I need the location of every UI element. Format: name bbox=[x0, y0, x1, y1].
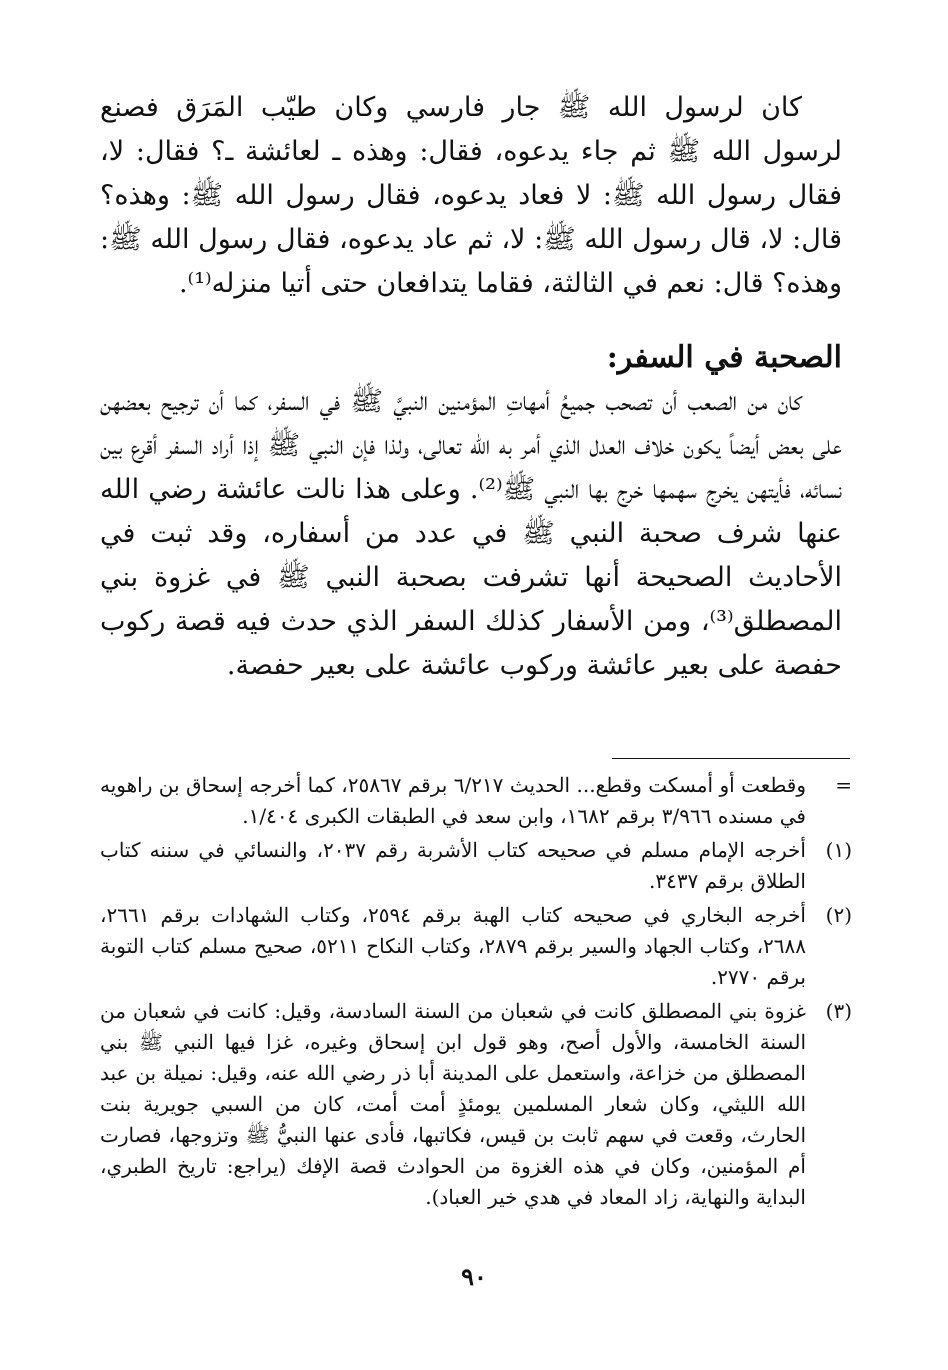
footnote-mark: = bbox=[835, 773, 852, 797]
footnote-text: غزوة بني المصطلق كانت في شعبان من السنة السادسة، وقيل: كانت في شعبان من السنة الخامسة، والأول أصح، وهو قول ابن إسحاق وغيره، غزا فيها النبي ﷺ بني المصطلق من خزاعة، واستعمل على المدينة أبا ذر رضي الله عنه، وقيل: نميلة بن عبد الله الليثي، وكان شعار المسلمين يومئذٍ أمت أمت، كان من السبي جويرية بنت الحارث، وقعت في سهم ثابت بن قيس، فكاتبها، فأدى عنها النبيُّ ﷺ وتزوجها، فصارت أم المؤمنين، وكان في هذه الغزوة من الحوادث قصة الإفك (يراجع: تاريخ الطبري، البداية والنهاية، زاد المعاد في هدي خير العباد). bbox=[100, 999, 806, 1209]
footnote-text: أخرجه البخاري في صحيحه كتاب الهبة برقم ٢٥٩٤، وكتاب الشهادات برقم ٢٦٦١، ٢٦٨٨، وكتاب الجهاد والسير برقم ٢٨٧٩، وكتاب النكاح ٥٢١١، صحيح مسلم كتاب التوبة برقم ٢٧٧٠. bbox=[100, 903, 806, 989]
footnote-text: أخرجه الإمام مسلم في صحيحه كتاب الأشربة رقم ٢٠٣٧، والنسائي في سننه كتاب الطلاق برقم ٣٤٣٧. bbox=[100, 838, 806, 893]
paragraph-travel-companionship: كان من الصعب أن تصحب جميعُ أمهاتِ المؤمنين النبيَّ ﷺ في السفر، كما أن ترجيح بعضهن على بعض أيضاً يكون خلاف العدل الذي أمر به الله تعالى، ولذا فإن النبي ﷺ إذا أراد السفر أقرع بين نسائه، فأيتهن يخرج سهمها خرج بها النبي ﷺ⁽²⁾. وعلى هذا نالت عائشة رضي الله عنها شرف صحبة النبي ﷺ في عدد من أسفاره، وقد ثبت في الأحاديث الصحيحة أنها تشرفت بصحبة النبي ﷺ في غزوة بني المصطلق⁽³⁾، ومن الأسفار كذلك السفر الذي حدث فيه قصة ركوب حفصة على بعير عائشة وركوب عائشة على بعير حفصة. bbox=[100, 386, 843, 681]
footnotes-section bbox=[100, 770, 852, 1216]
footnote-continued bbox=[100, 770, 852, 832]
footnote-text: وقطعت أو أمسكت وقطع... الحديث ٦/٢١٧ برقم ٢٥٨٦٧، كما أخرجه إسحاق بن راهويه في مسنده ٣/٩٦٦ برقم ١٦٨٢، وابن سعد في الطبقات الكبرى ١/٤٠٤. bbox=[100, 773, 806, 828]
page-number: ٩٠ bbox=[461, 1262, 487, 1291]
section-heading: الصحبة في السفر: bbox=[606, 340, 842, 375]
footnote-divider bbox=[612, 758, 850, 759]
main-text-block-2 bbox=[100, 380, 842, 688]
footnote-mark: (١) bbox=[825, 838, 852, 862]
footnote-mark: (٢) bbox=[825, 903, 852, 927]
main-text-block-1 bbox=[100, 86, 842, 306]
footnote-2 bbox=[100, 900, 852, 993]
paragraph-persian-neighbor: كان لرسول الله ﷺ جار فارسي وكان طيّب المَرَق فصنع لرسول الله ﷺ ثم جاء يدعوه، فقال: وهذه ـ لعائشة ـ؟ فقال: لا، فقال رسول الله ﷺ: لا فعاد يدعوه، فقال رسول الله ﷺ: وهذه؟ قال: لا، قال رسول الله ﷺ: لا، ثم عاد يدعوه، فقال رسول الله ﷺ: وهذه؟ قال: نعم في الثالثة، فقاما يتدافعان حتى أتيا منزله⁽¹⁾. bbox=[100, 92, 842, 299]
footnote-3 bbox=[100, 996, 852, 1213]
footnote-1 bbox=[100, 835, 852, 897]
footnote-mark: (٣) bbox=[825, 999, 852, 1023]
